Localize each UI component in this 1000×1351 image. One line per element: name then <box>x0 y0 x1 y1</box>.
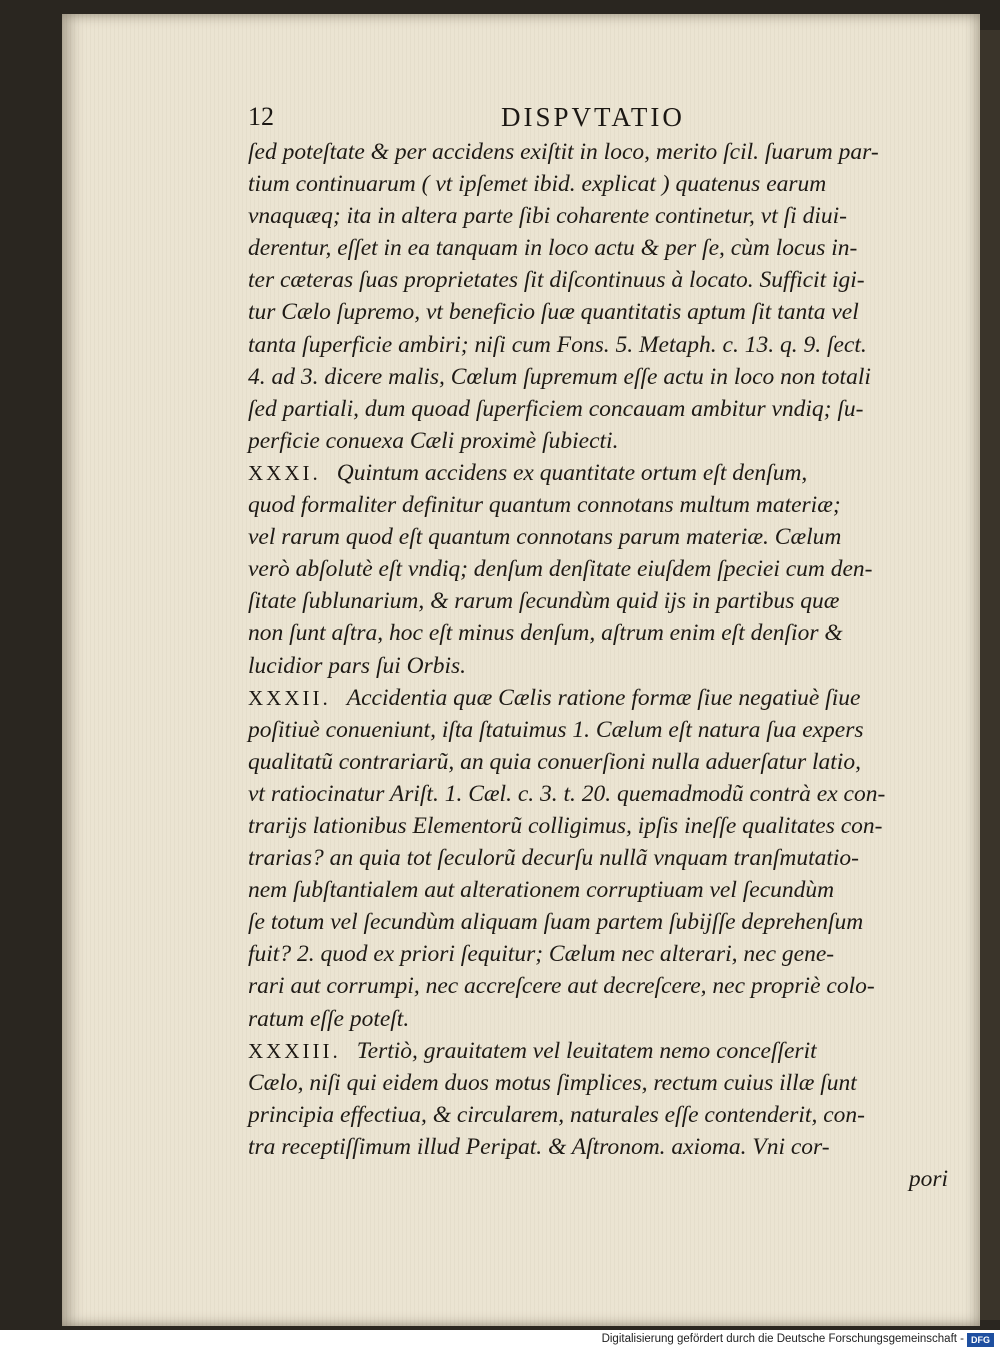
line-text: non ſunt aſtra, hoc eſt minus denſum, aſtrum enim eſt denſior & <box>248 620 843 647</box>
text-line <box>248 682 956 714</box>
text-line <box>248 1035 956 1067</box>
text-line <box>248 1067 956 1099</box>
line-text: Tertiò, grauitatem vel leuitatem nemo conceſſerit <box>356 1037 817 1064</box>
text-line <box>248 329 956 361</box>
text-line <box>248 296 956 328</box>
line-text: tur Cælo ſupremo, vt beneficio ſuæ quantitatis aptum ſit tanta vel <box>248 299 859 326</box>
text-line <box>248 393 956 425</box>
line-text: 4. ad 3. dicere malis, Cœlum ſupremum eſſe actu in loco non totali <box>248 363 871 390</box>
line-text: ſe totum vel ſecundùm aliquam ſuam partem ſubijſſe deprehenſum <box>248 909 864 936</box>
footer-bar <box>0 1330 1000 1351</box>
text-line <box>248 553 956 585</box>
text-line <box>248 842 956 874</box>
text-line <box>248 810 956 842</box>
text-line <box>248 938 956 970</box>
text-line <box>248 874 956 906</box>
text-line <box>248 457 956 489</box>
section-number: XXXII. <box>248 685 331 710</box>
line-text: tanta ſuperficie ambiri; niſi cum Fons. 5. Metaph. c. 13. q. 9. ſect. <box>248 331 867 358</box>
text-line <box>248 970 956 1002</box>
line-text: trarias? an quia tot ſeculorũ decurſu nullã vnquam tranſmutatio- <box>248 845 859 872</box>
text-line <box>248 1131 956 1163</box>
line-text: rari aut corrumpi, nec accreſcere aut decreſcere, nec propriè colo- <box>248 973 875 1000</box>
line-text: vnaquæq; ita in altera parte ſibi coharente continetur, vt ſi diui- <box>248 203 847 230</box>
line-text: trarijs lationibus Elementorũ colligimus, ipſis ineſſe qualitates con- <box>248 812 883 839</box>
line-text: vel rarum quod eſt quantum connotans parum materiæ. Cælum <box>248 524 842 551</box>
line-text: principia effectiua, & circularem, naturales eſſe contenderit, con- <box>248 1101 865 1128</box>
line-text: ſed partiali, dum quoad ſuperficiem concauam ambitur vndiq; ſu- <box>248 395 864 422</box>
line-text: lucidior pars ſui Orbis. <box>248 652 467 679</box>
line-text: qualitatũ contrariarũ, an quia conuerſioni nulla aduerſatur latio, <box>248 748 861 775</box>
text-line <box>248 489 956 521</box>
line-text: Accidentia quæ Cælis ratione formæ ſiue negatiuè ſiue <box>346 684 861 711</box>
line-text: ſitate ſublunarium, & rarum ſecundùm quid ijs in partibus quæ <box>248 588 840 615</box>
text-line <box>248 778 956 810</box>
line-text: Cælo, niſi qui eidem duos motus ſimplices, rectum cuius illæ ſunt <box>248 1069 857 1096</box>
line-text: tra receptiſſimum illud Peripat. & Aſtronom. axioma. Vni cor- <box>248 1133 830 1160</box>
text-line <box>248 585 956 617</box>
text-line <box>248 168 956 200</box>
line-text: poſitiuè conueniunt, iſta ſtatuimus 1. Cælum eſt natura ſua expers <box>248 716 864 743</box>
line-text: quod formaliter definitur quantum connotans multum materiæ; <box>248 492 841 519</box>
text-line <box>248 521 956 553</box>
text-line <box>248 232 956 264</box>
page-edge-shadow <box>980 30 1000 1320</box>
text-line <box>248 714 956 746</box>
dfg-logo: DFG <box>967 1333 994 1347</box>
text-line <box>248 1099 956 1131</box>
line-text: derentur, eſſet in ea tanquam in loco actu & per ſe, cùm locus in- <box>248 235 858 262</box>
line-text: ſed poteſtate & per accidens exiſtit in loco, merito ſcil. ſuarum par- <box>248 139 879 165</box>
section-number: XXXI. <box>248 460 321 485</box>
page-header <box>248 102 953 136</box>
catchword: pori <box>908 1166 948 1192</box>
line-text: Quintum accidens ex quantitate ortum eſt denſum, <box>336 459 808 486</box>
line-text: vt ratiocinatur Ariſt. 1. Cæl. c. 3. t. 20. quemadmodũ contrà ex con- <box>248 780 886 807</box>
text-line <box>248 264 956 296</box>
line-text: verò abſolutè eſt vndiq; denſum denſitate eiuſdem ſpeciei cum den- <box>248 556 873 583</box>
line-text: tium continuarum ( vt ipſemet ibid. explicat ) quatenus earum <box>248 171 827 198</box>
footer-credit-text: Digitalisierung gefördert durch die Deutsche Forschungsgemeinschaft - <box>601 1333 964 1345</box>
section-number: XXXIII. <box>248 1038 341 1063</box>
text-line <box>248 617 956 649</box>
text-line <box>248 425 956 457</box>
text-block <box>248 136 956 1195</box>
page-number: 12 <box>248 102 274 131</box>
text-line <box>248 746 956 778</box>
text-line <box>248 361 956 393</box>
text-line <box>248 136 956 168</box>
line-text: nem ſubſtantialem aut alterationem corruptiuam vel ſecundùm <box>248 877 835 904</box>
line-text: fuit? 2. quod ex priori ſequitur; Cælum nec alterari, nec gene- <box>248 941 835 968</box>
text-line <box>248 200 956 232</box>
line-text: perficie conuexa Cæli proximè ſubiecti. <box>248 427 619 454</box>
line-text: ratum eſſe poteſt. <box>248 1005 410 1032</box>
text-line <box>248 906 956 938</box>
running-head: DISPVTATIO <box>501 102 685 132</box>
text-line <box>248 1003 956 1035</box>
line-text: ter cæteras ſuas proprietates ſit diſcontinuus à locato. Sufficit igi- <box>248 267 865 294</box>
text-line <box>248 650 956 682</box>
